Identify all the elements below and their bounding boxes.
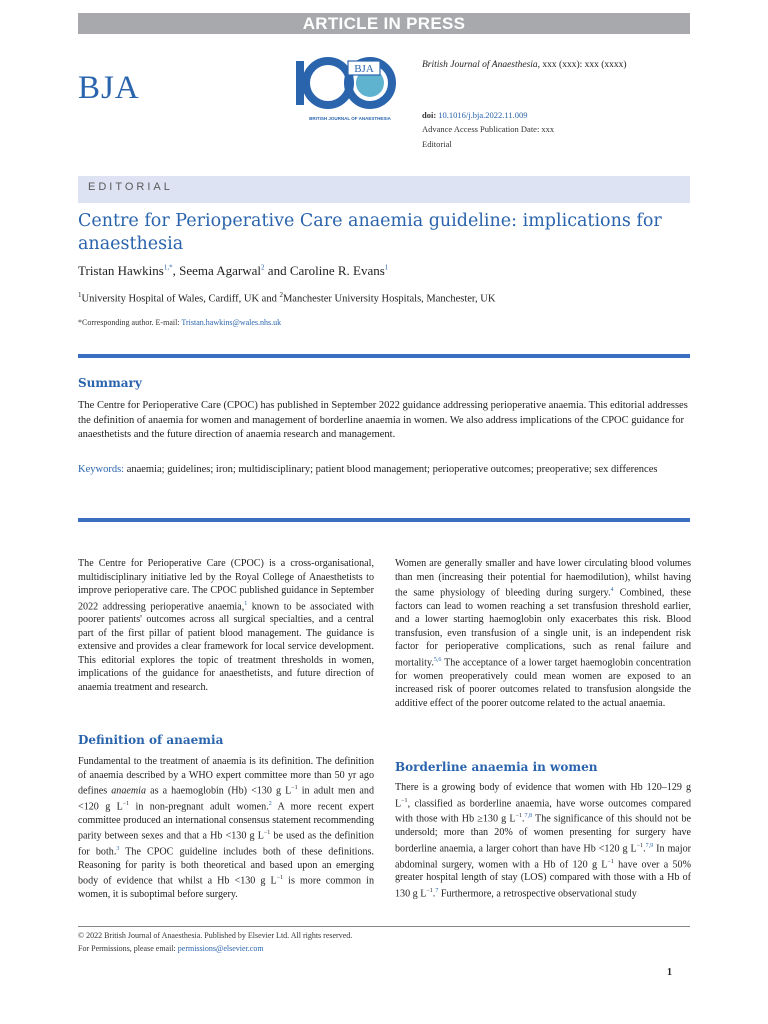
text-run: The Centre for Perioperative Care (CPOC) is a cross-organisational, multidisciplinary initiative led by the Royal College of Anaesthetists to improve perioperative care. The CPOC published guidance in September 2022 addressing perioperative anaemia, bbox=[78, 558, 374, 612]
author-separator: , bbox=[172, 263, 180, 278]
journal-name: British Journal of Anaesthesia bbox=[422, 60, 538, 70]
definition-paragraph bbox=[78, 755, 374, 902]
article-type: Editorial bbox=[422, 139, 452, 149]
keywords-list: anaemia; guidelines; iron; multidisciplinary; patient blood management; perioperative outcomes; preoperative; sex differences bbox=[124, 464, 658, 475]
summary-bottom-rule bbox=[78, 518, 690, 522]
permissions-label: For Permissions, please email: bbox=[78, 944, 178, 953]
centenary-caption: BRITISH JOURNAL OF ANAESTHESIA bbox=[309, 116, 391, 121]
text-run: The CPOC guideline includes both of these definitions. Reasoning for parity is both theoretical and based upon an emerging body of evidence that whilst a Hb <130 g L bbox=[78, 846, 374, 887]
journal-citation bbox=[422, 60, 627, 70]
text-run: as a haemoglobin (Hb) <130 g L bbox=[146, 785, 292, 797]
copyright-line: © 2022 British Journal of Anaesthesia. Published by Elsevier Ltd. All rights reserved. bbox=[78, 931, 353, 940]
author-affiliation-mark: 1 bbox=[384, 263, 389, 272]
corresponding-email-link[interactable]: Tristan.hawkins@wales.nhs.uk bbox=[181, 318, 282, 327]
unit-exponent: −1 bbox=[515, 813, 522, 820]
section-label-bar bbox=[78, 176, 690, 203]
citation-ref[interactable]: 7 bbox=[435, 887, 439, 894]
text-run-italic: anaemia bbox=[111, 785, 146, 797]
borderline-heading: Borderline anaemia in women bbox=[395, 760, 598, 774]
author-name[interactable]: Tristan Hawkins bbox=[78, 263, 164, 278]
doi-line bbox=[422, 110, 527, 120]
text-run: Women are generally smaller and have lower circulating blood volumes than men (increasing their potential for haemodilution), whilst having the same physiology of bleeding during surgery. bbox=[395, 558, 691, 599]
text-run: There is a growing body of evidence that women with Hb 120–129 g L bbox=[395, 782, 691, 809]
text-run: The significance of this should not be undersold; more than 20% of women presenting for surgery have borderline anaemia, a larger cohort than have Hb <120 g L bbox=[395, 813, 691, 855]
article-title: Centre for Perioperative Care anaemia guideline: implications for anaesthesia bbox=[78, 211, 662, 254]
page-number: 1 bbox=[667, 967, 672, 978]
unit-exponent: −1 bbox=[636, 842, 644, 849]
affiliation-1: University Hospital of Wales, Cardiff, UK and bbox=[81, 293, 280, 305]
text-run: Furthermore, a retrospective observational study bbox=[438, 888, 637, 900]
author-affiliation-mark: 2 bbox=[261, 263, 265, 272]
centenary-ring-left bbox=[306, 61, 350, 105]
citation-ref[interactable]: 2 bbox=[268, 800, 272, 807]
citation-ref[interactable]: 4 bbox=[610, 587, 614, 593]
citation-ref[interactable]: 7,9 bbox=[645, 842, 654, 849]
unit-exponent: −1 bbox=[263, 830, 271, 837]
affiliations bbox=[78, 291, 495, 305]
article-in-press-banner: ARTICLE IN PRESS bbox=[78, 13, 690, 34]
affiliation-mark: 1 bbox=[78, 291, 82, 299]
text-run: Combined, these factors can lead to women reaching a set transfusion threshold earlier, and a lower starting haemoglobin only exacerbates this risk. Blood transfusion, even transfusion of a single unit, is an independent risk factor for perioperative complications, such as renal failure and mortality. bbox=[395, 587, 691, 669]
author-list bbox=[78, 263, 388, 279]
unit-exponent: −1 bbox=[607, 858, 614, 865]
sex-differences-paragraph bbox=[395, 557, 691, 710]
citation-ref[interactable]: 7,8 bbox=[524, 813, 533, 820]
permissions-line bbox=[78, 944, 264, 953]
centenary-badge-text: BJA bbox=[354, 63, 374, 75]
permissions-email-link[interactable]: permissions@elsevier.com bbox=[177, 944, 264, 953]
keywords-label: Keywords: bbox=[78, 464, 125, 475]
centenary-logo bbox=[292, 55, 408, 125]
corresponding-author bbox=[78, 318, 281, 327]
text-run: have over a 50% greater hospital length of stay (LOS) compared with those with a Hb of 130 g L bbox=[395, 858, 691, 900]
text-run: in non-pregnant adult women. bbox=[129, 801, 269, 813]
text-run: A more recent expert committee produced an international consensus statement recommending parity between sexes and that a Hb <130 g L bbox=[78, 801, 374, 842]
text-run: be used as the definition for both. bbox=[78, 830, 374, 858]
author-name[interactable]: Caroline R. Evans bbox=[289, 263, 385, 278]
text-run: in adult men and <120 g L bbox=[78, 785, 374, 813]
unit-exponent: −1 bbox=[401, 797, 408, 804]
intro-paragraph bbox=[78, 557, 374, 694]
bja-logo: BJA bbox=[78, 70, 140, 106]
unit-exponent: −1 bbox=[426, 887, 433, 894]
summary-top-rule bbox=[78, 354, 690, 358]
text-run: The acceptance of a lower target haemoglobin concentration for women preoperatively could mean women are exposed to an increased risk of poorer outcomes related to transfusion alongside the additive effect of the poorer outcome related to the actual anaemia. bbox=[395, 657, 691, 709]
doi-label: doi: bbox=[422, 110, 437, 120]
text-run: is more common in women, it is suboptimal before surgery. bbox=[78, 875, 374, 901]
author-separator: and bbox=[264, 263, 290, 278]
citation-ref[interactable]: 1 bbox=[244, 600, 248, 607]
author-affiliation-mark: 1,* bbox=[163, 263, 173, 272]
text-run: . bbox=[432, 888, 436, 900]
unit-exponent: −1 bbox=[291, 785, 298, 791]
text-run: Fundamental to the treatment of anaemia is its definition. The definition of anaemia described by a WHO expert committee more than 50 yr ago defines bbox=[78, 756, 374, 797]
summary-heading: Summary bbox=[78, 376, 142, 390]
text-run: . bbox=[521, 813, 525, 825]
corresponding-label: *Corresponding author. E-mail: bbox=[78, 318, 182, 327]
borderline-paragraph bbox=[395, 781, 691, 901]
summary-text: The Centre for Perioperative Care (CPOC) has published in September 2022 guidance addressing perioperative anaemia. This editorial addresses the definition of anaemia for women and management of borderline anaemia in women. We also address implications of the CPOC guidance for anaesthetists and the future direction of anaemia research and management. bbox=[78, 400, 688, 440]
unit-exponent: −1 bbox=[276, 875, 284, 882]
citation-ref[interactable]: 3 bbox=[116, 846, 120, 853]
citation-ref[interactable]: 5,6 bbox=[433, 656, 442, 663]
text-run: . bbox=[643, 843, 646, 855]
unit-exponent: −1 bbox=[122, 800, 130, 807]
doi-link[interactable]: 10.1016/j.bja.2022.11.009 bbox=[438, 110, 528, 120]
section-label: EDITORIAL bbox=[88, 181, 173, 193]
footer-rule bbox=[78, 926, 690, 927]
text-run: , classified as borderline anaemia, have worse outcomes compared with those with Hb ≥130 g L bbox=[395, 797, 691, 825]
author-name[interactable]: Seema Agarwal bbox=[179, 263, 262, 278]
advance-access-date: Advance Access Publication Date: xxx bbox=[422, 124, 555, 134]
journal-issue: , xxx (xxx): xxx (xxxx) bbox=[537, 60, 627, 70]
affiliation-2: Manchester University Hospitals, Manchester, UK bbox=[282, 293, 496, 305]
keywords bbox=[78, 463, 690, 478]
definition-heading: Definition of anaemia bbox=[78, 733, 224, 747]
text-run: In major abdominal surgery, women with a Hb of 120 g L bbox=[395, 843, 692, 870]
text-run: known to be associated with poorer patients' outcomes across all surgical specialties, and a central part of the first pillar of patient blood management. The guidance is extensive and provides a clear framework for local service development. This editorial explores the topic of treatment thresholds in women, implications of the guidance for anaesthetists, and future direction of anaemia treatment and research. bbox=[78, 600, 374, 693]
affiliation-mark: 2 bbox=[279, 291, 283, 299]
